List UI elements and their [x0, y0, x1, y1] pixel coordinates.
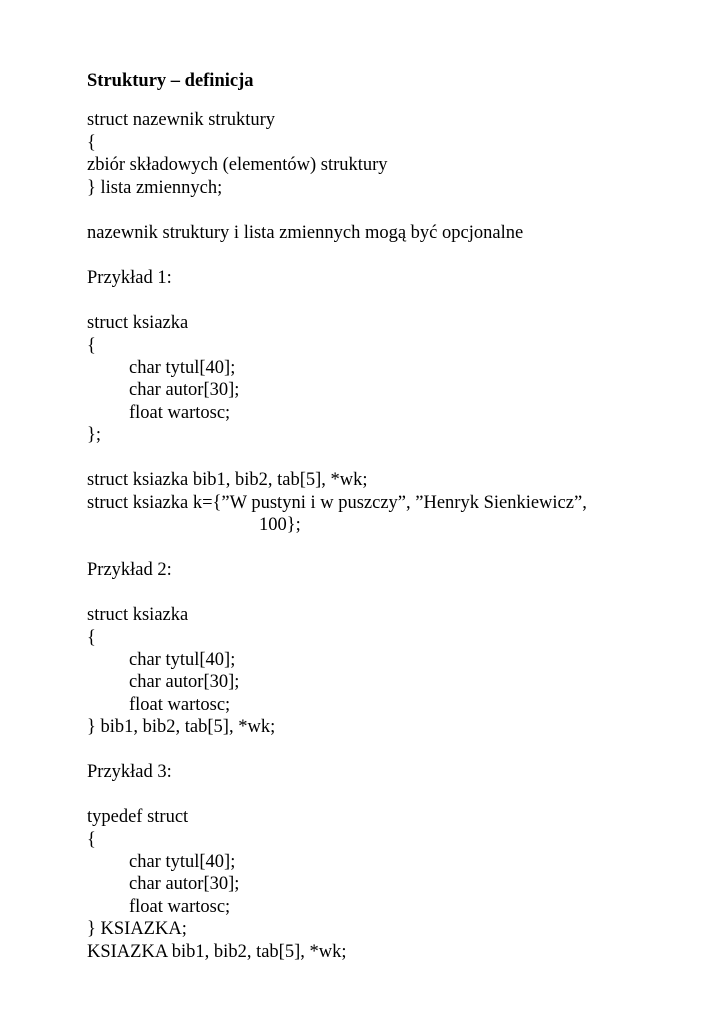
example-2-code-line: struct ksiazka — [87, 605, 189, 625]
example-3-code-line: char autor[30]; — [129, 874, 240, 894]
example-2-label: Przykład 2: — [87, 560, 172, 580]
example-3-code-line: typedef struct — [87, 807, 189, 827]
definition-line-4: } lista zmiennych; — [87, 178, 223, 198]
example-3-code-line: float wartosc; — [129, 897, 231, 917]
example-1-code-line: struct ksiazka — [87, 313, 189, 333]
example-2-code-line: } bib1, bib2, tab[5], *wk; — [87, 717, 276, 737]
definition-line-1: struct nazewnik struktury — [87, 110, 276, 130]
definition-line-3: zbiór składowych (elementów) struktury — [87, 155, 388, 175]
example-1-declaration: struct ksiazka bib1, bib2, tab[5], *wk; — [87, 470, 368, 490]
example-1-code-line: float wartosc; — [129, 403, 231, 423]
example-2-code-line: char tytul[40]; — [129, 650, 236, 670]
page-title: Struktury – definicja — [87, 71, 254, 91]
example-3-code-line: } KSIAZKA; — [87, 919, 187, 939]
example-1-initializer: struct ksiazka k={”W pustyni i w puszczy”, ”Henryk Sienkiewicz”, — [87, 493, 587, 513]
example-3-code-line: char tytul[40]; — [129, 852, 236, 872]
example-3-label: Przykład 3: — [87, 762, 172, 782]
example-3-code-line: KSIAZKA bib1, bib2, tab[5], *wk; — [87, 942, 347, 962]
example-2-code-line: float wartosc; — [129, 695, 231, 715]
example-1-code-line: { — [87, 336, 96, 356]
example-1-code-line: char autor[30]; — [129, 380, 240, 400]
optional-note: nazewnik struktury i lista zmiennych mogą być opcjonalne — [87, 223, 524, 243]
example-3-code-line: { — [87, 830, 96, 850]
example-1-label: Przykład 1: — [87, 268, 172, 288]
example-1-initializer-cont: 100}; — [259, 515, 301, 535]
example-2-code-line: char autor[30]; — [129, 672, 240, 692]
example-1-code-line: char tytul[40]; — [129, 358, 236, 378]
example-2-code-line: { — [87, 628, 96, 648]
definition-line-2: { — [87, 133, 96, 153]
example-1-code-line: }; — [87, 425, 102, 445]
